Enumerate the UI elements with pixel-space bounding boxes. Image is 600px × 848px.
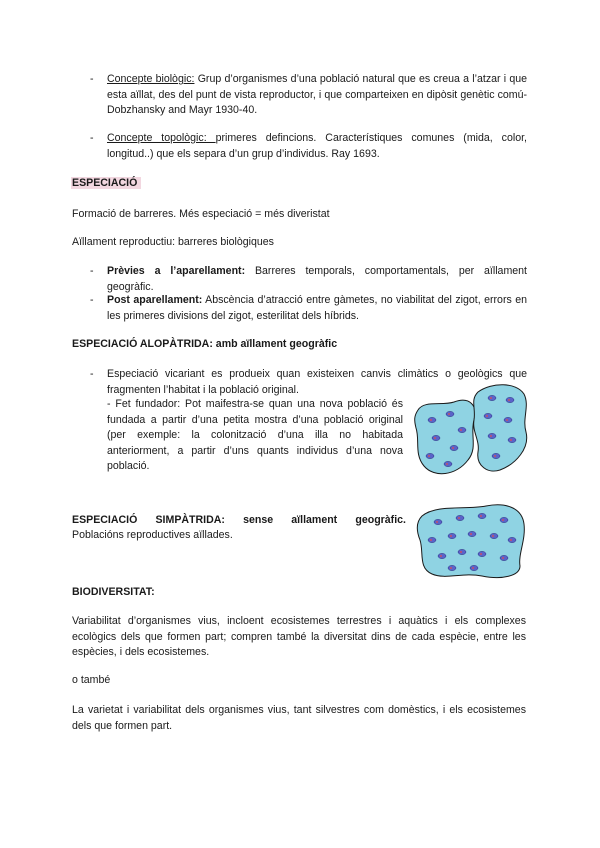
fish-icon: [448, 565, 456, 570]
fish-icon: [500, 517, 508, 522]
fish-icon: [488, 433, 496, 438]
list-dash: -: [90, 294, 94, 306]
biodiversitat-or: o també: [72, 674, 111, 686]
section-heading-biodiversitat: BIODIVERSITAT:: [72, 586, 155, 598]
fish-icon: [438, 553, 446, 558]
fish-icon: [470, 565, 478, 570]
barrier-term: Post aparellament:: [107, 294, 203, 306]
fish-icon: [432, 435, 440, 440]
fish-icon: [426, 453, 434, 458]
concept-term: Concepte topològic:: [107, 132, 216, 144]
fish-icon: [448, 533, 456, 538]
fish-icon: [484, 413, 492, 418]
simpatrida-line: Poblacións reproductives aïllades.: [72, 529, 233, 541]
concept-text: Grup d’organismes d’una població natural que es creua a l’atzar i que esta aïllat, des del punt de vista reproductor, i que comparteixen en dipòsit genètic comú- Dobzhansky and Mayr 1930-40.: [107, 73, 528, 116]
concept-topologic: [107, 131, 527, 162]
fish-icon: [428, 417, 436, 422]
fish-icon: [478, 551, 486, 556]
section-heading-alopatrida: ESPECIACIÓ ALOPÀTRIDA: amb aïllament geogràfic: [72, 338, 338, 350]
fish-icon: [506, 397, 514, 402]
allopatric-islands-illustration: [412, 378, 530, 482]
section-heading-especiacio: ESPECIACIÓ: [71, 176, 141, 192]
barrier-term: Prèvies a l’aparellament:: [107, 265, 246, 277]
list-dash: -: [90, 132, 94, 144]
fish-icon: [450, 445, 458, 450]
fish-icon: [492, 453, 500, 458]
fish-icon: [500, 555, 508, 560]
vicariant-text: Especiació vicariant es produeix quan existeixen canvis climàtics o geològics que fragmenten l’habitat i la població original.: [107, 368, 527, 396]
concept-term: Concepte biològic:: [107, 73, 195, 85]
especiacio-line1: Formació de barreres. Més especiació = més diveristat: [72, 208, 330, 220]
list-dash: -: [90, 73, 94, 85]
biodiversitat-def2: La varietat i variabilitat dels organismes vius, tant silvestres com domèstics, i els ecosistemes dels que formen part.: [72, 704, 526, 732]
fish-icon: [456, 515, 464, 520]
barrier-text: Abscència d’atracció entre gàmetes, no viabilitat del zigot, errors en les primeres divisions del zigot, esterilitat dels híbrids.: [107, 294, 527, 322]
fish-icon: [428, 537, 436, 542]
fish-icon: [508, 437, 516, 442]
list-dash: -: [90, 368, 94, 380]
concept-text: primeres defincions. Característiques comunes (mida, color, longitud..) que els separa d’un grup d’individus. Ray 1693.: [107, 132, 527, 160]
fish-icon: [434, 519, 442, 524]
fish-icon: [488, 395, 496, 400]
fundador-text: - Fet fundador: Pot maifestra-se quan una nova població és fundada a partir d’una petita mostra d’una població original (per exemple: la colonització d’una illa no habitada anteriorment, a partir d’uns quants individus d’una nova població.: [107, 398, 403, 472]
barrier-text: Barreres temporals, comportamentals, per aïllament geogràfic.: [107, 265, 527, 293]
barrier-post: [107, 293, 527, 324]
island-right: [474, 385, 527, 471]
fish-icon: [478, 513, 486, 518]
section-heading-simpatrida: ESPECIACIÓ SIMPÀTRIDA: sense aïllament geogràfic.: [72, 514, 406, 526]
list-dash: -: [90, 265, 94, 277]
fish-icon: [504, 417, 512, 422]
fish-icon: [490, 533, 498, 538]
fish-icon: [446, 411, 454, 416]
barrier-previes: [107, 264, 527, 295]
concept-biologic: [107, 72, 527, 119]
fish-icon: [468, 531, 476, 536]
fish-icon: [458, 549, 466, 554]
fish-icon: [508, 537, 516, 542]
fish-icon: [458, 427, 466, 432]
sympatric-island-illustration: [416, 502, 528, 580]
biodiversitat-def1: Variabilitat d’organismes vius, incloent ecosistemes terrestres i aquàtics i els complexes ecològics dels que formen part; compren també la diversitat dins de cada espècie, entre les espècies, i dels ecosistemes.: [72, 615, 526, 658]
especiacio-line2: Aïllament reproductiu: barreres biològiques: [72, 236, 274, 248]
fish-icon: [444, 461, 452, 466]
